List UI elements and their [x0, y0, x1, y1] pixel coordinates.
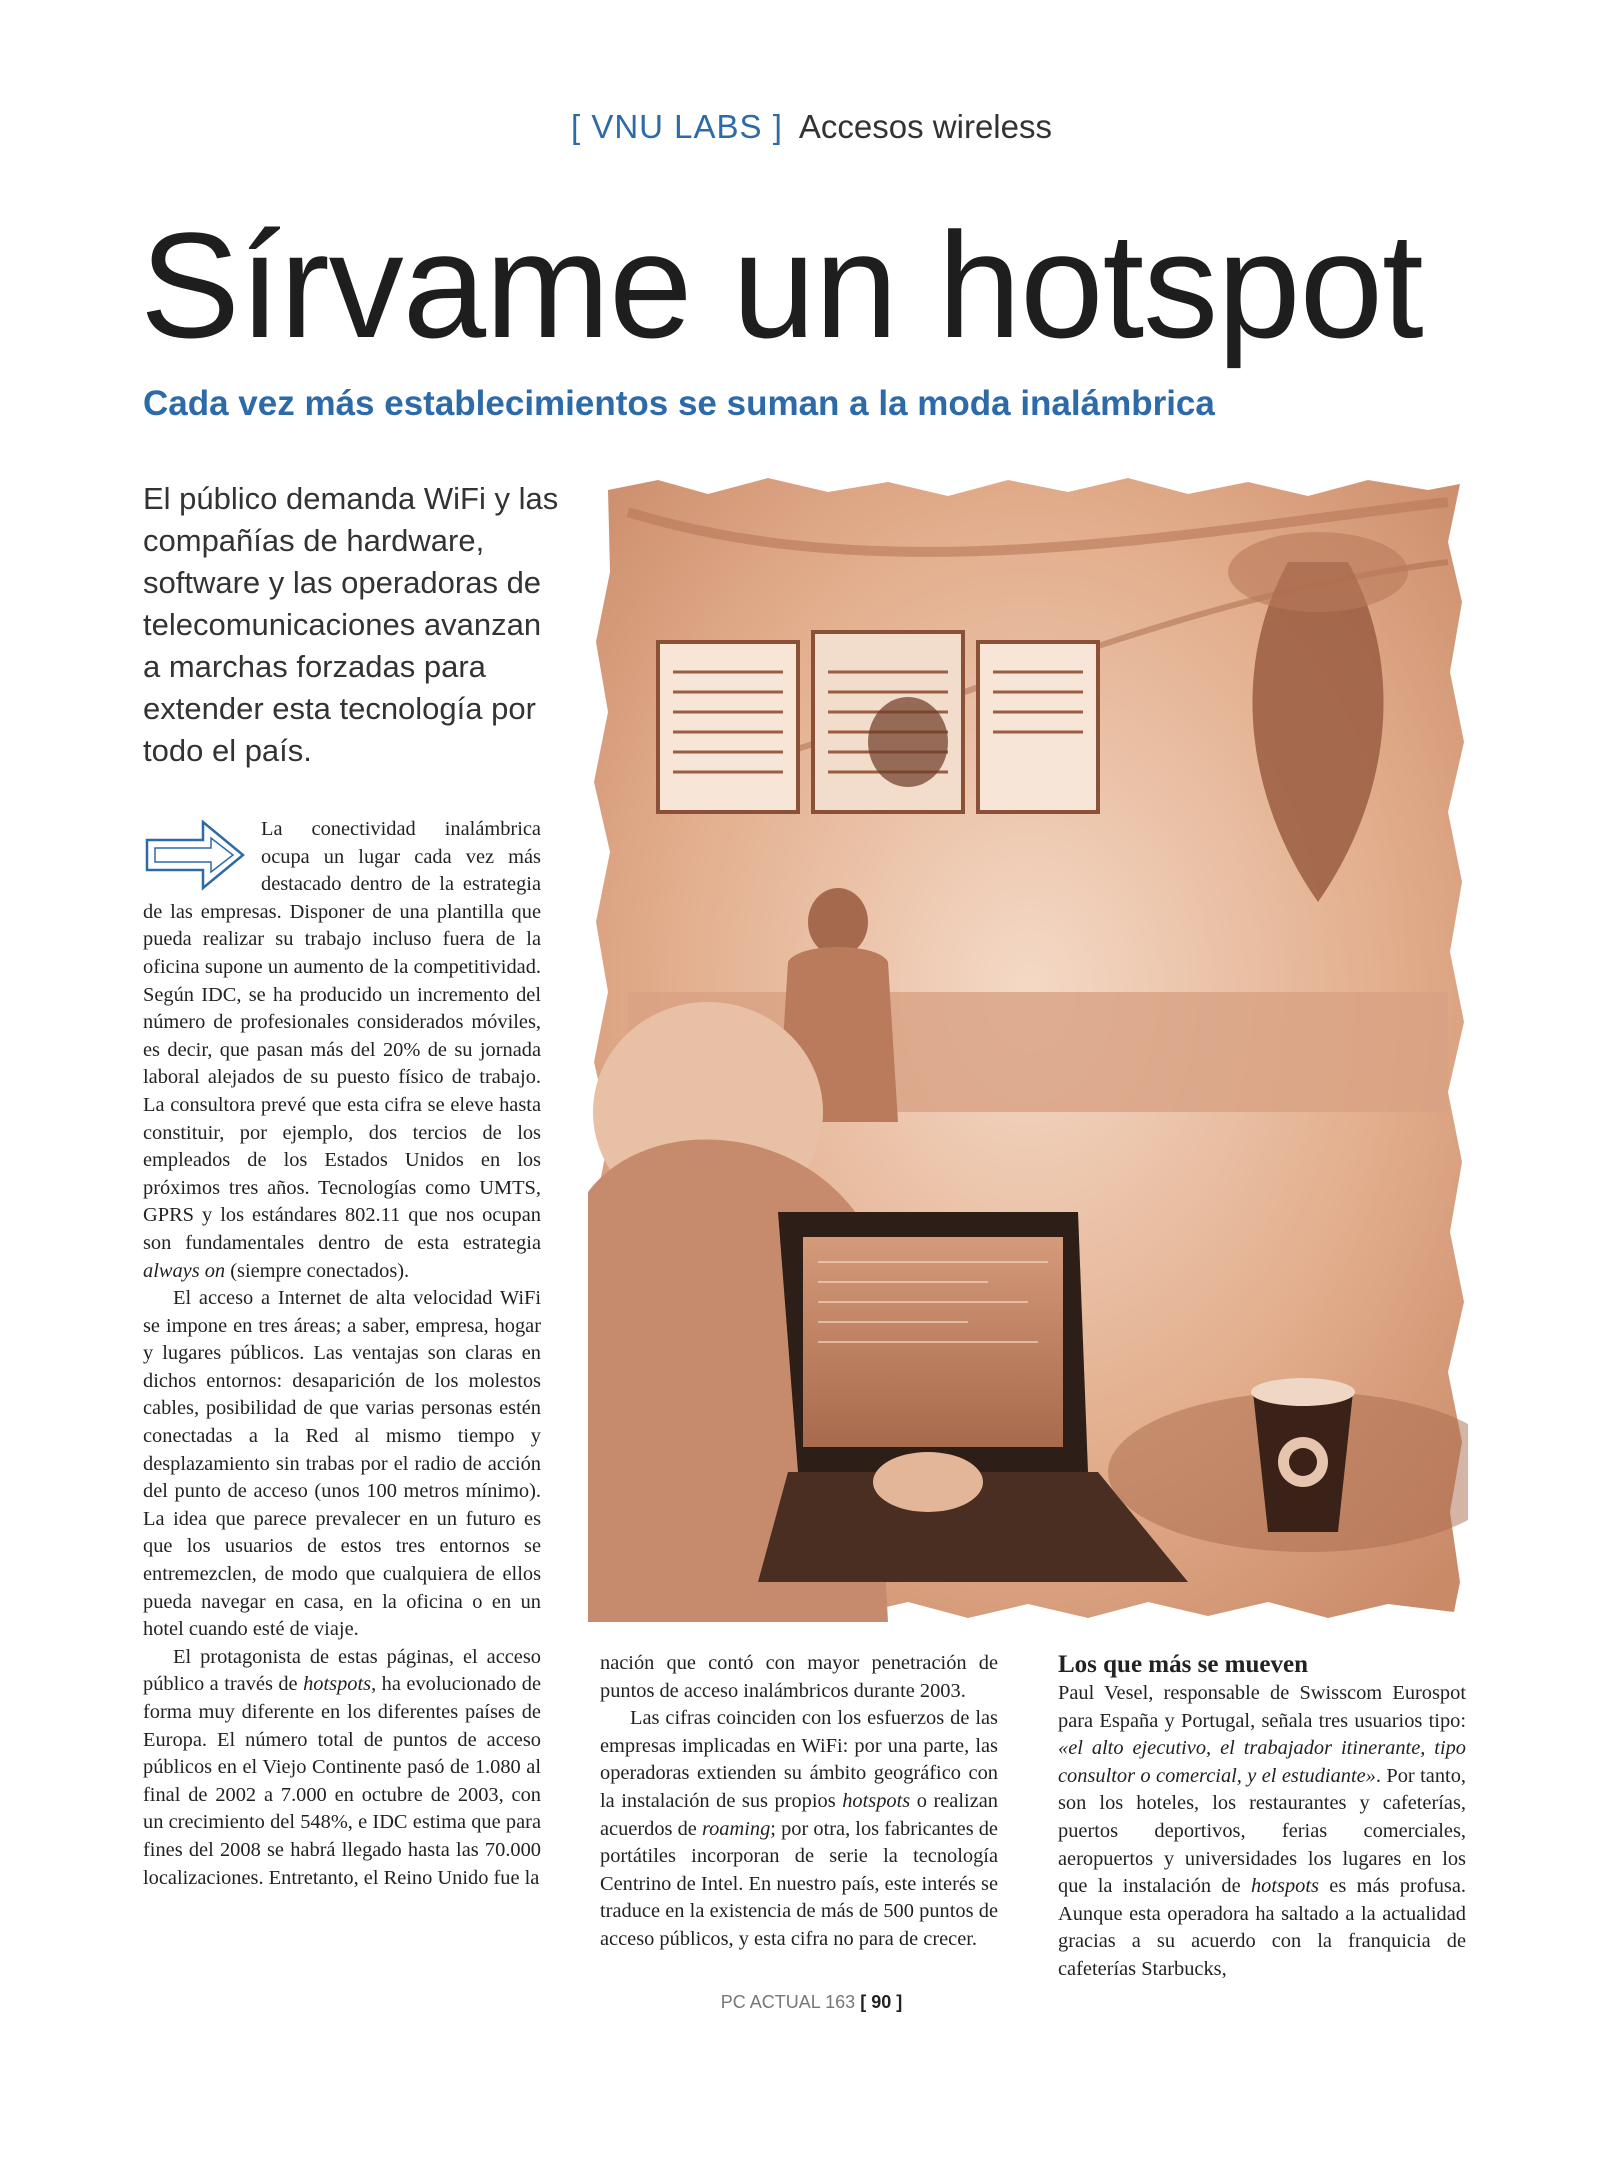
body-paragraph: nación que contó con mayor penetración de puntos de acceso inalámbricos durante 2003. [600, 1652, 998, 1702]
article-column-3 [1058, 1650, 1466, 1984]
article-subtitle: Cada vez más establecimientos se suman a la moda inalámbrica [143, 384, 1215, 423]
cafe-laptop-photo [588, 472, 1468, 1622]
section-tag: [ VNU LABS ] [571, 108, 783, 145]
section-header [0, 108, 1623, 146]
body-paragraph: El acceso a Internet de alta velocidad WiFi se impone en tres áreas; a saber, empresa, hogar y lugares públicos. Las ventajas son claras en dichos entornos: desaparición de los molestos cables, posibilidad de que varias personas estén conectadas a la Red al mismo tiempo y desplazamiento sin trabas por el radio de acción del punto de acceso (unos 100 metros mínimo). La idea que parece prevalecer en un futuro es que los usuarios de estos tres entornos se entremezclen, de modo que cualquiera de ellos pueda navegar en casa, en la oficina o en un hotel cuando esté de viaje. [143, 1287, 541, 1641]
body-paragraph: Paul Vesel, responsable de Swisscom Eurospot para España y Portugal, señala tres usuarios tipo: «el alto ejecutivo, el trabajador itinerante, tipo consultor o comercial, y el estudiante». Por tanto, son los hoteles, los restaurantes y cafeterías, puertos deportivos, ferias comerciales, aeropuertos y universidades los lugares en los que la instalación de hotspots es más profusa. Aunque esta operadora ha saltado a la actualidad gracias a su acuerdo con la franquicia de cafeterías Starbucks, [1058, 1682, 1466, 1980]
lead-paragraph: El público demanda WiFi y las compañías de hardware, software y las operadoras de telecomunicaciones avanzan a marchas forzadas para extender esta tecnología por todo el país. [143, 481, 559, 768]
article-column-1 [143, 816, 541, 1892]
body-paragraph: La conectividad inalámbrica ocupa un lugar cada vez más destacado dentro de la estrategia de las empresas. Disponer de una plantilla que pueda realizar su trabajo incluso fuera de la oficina supone un aumento de la competitividad. Según IDC, se ha producido un incremento del número de profesionales considerados móviles, es decir, que pasan más del 20% de su jornada laboral alejados de su puesto físico de trabajo. La consultora prevé que esta cifra se eleve hasta constituir, por ejemplo, dos tercios de los empleados de los Estados Unidos en los próximos tres años. Tecnologías como UMTS, GPRS y los estándares 802.11 que nos ocupan son fundamentales dentro de esta estrategia always on (siempre conectados). [143, 818, 541, 1282]
article-column-2 [600, 1650, 998, 1954]
arrow-right-icon [143, 816, 249, 894]
article-title: Sírvame un hotspot [140, 201, 1423, 369]
body-paragraph: El protagonista de estas páginas, el acceso público a través de hotspots, ha evolucionado de forma muy diferente en los diferentes países de Europa. El número total de puntos de acceso públicos en el Viejo Continente pasó de 1.080 al final de 2002 a 7.000 en octubre de 2003, con un crecimiento del 548%, e IDC estima que para fines del 2008 se habrá llegado hasta las 70.000 localizaciones. Entretanto, el Reino Unido fue la [143, 1645, 541, 1889]
page-footer [0, 1992, 1623, 2013]
section-name: Accesos wireless [798, 108, 1052, 145]
body-paragraph: Las cifras coinciden con los esfuerzos de las empresas implicadas en WiFi: por una parte, las operadoras extienden su ámbito geográfico con la instalación de sus propios hotspots o realizan acuerdos de roaming; por otra, los fabricantes de portátiles incorporan de serie la tecnología Centrino de Intel. En nuestro país, este interés se traduce en la existencia de más de 500 puntos de acceso públicos, y esta cifra no para de crecer. [600, 1707, 998, 1950]
page-number: [ 90 ] [860, 1992, 903, 2012]
section-heading: Los que más se mueven [1058, 1651, 1309, 1678]
magazine-name: PC ACTUAL 163 [720, 1992, 856, 2012]
